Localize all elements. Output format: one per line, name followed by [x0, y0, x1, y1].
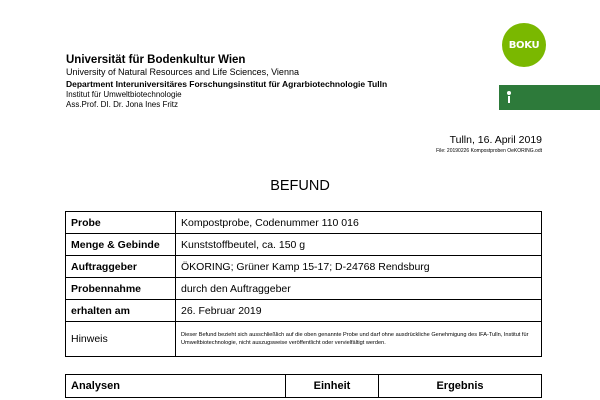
boku-logo: [499, 20, 600, 110]
row-value: 26. Februar 2019: [176, 300, 542, 322]
row-value: Kunststoffbeutel, ca. 150 g: [176, 234, 542, 256]
table-row: [66, 278, 542, 300]
boku-logo-text: BOKU: [508, 39, 540, 51]
row-value: Kompostprobe, Codenummer 110 016: [176, 212, 542, 234]
logo-green-bar: [499, 85, 600, 110]
table-row: [66, 322, 542, 357]
university-name-en: University of Natural Resources and Life Sciences, Vienna: [66, 67, 299, 77]
document-date: Tulln, 16. April 2019: [449, 134, 542, 146]
table-row: [66, 300, 542, 322]
institute-name: Institut für Umweltbiotechnologie: [66, 90, 182, 99]
contact-person: Ass.Prof. DI. Dr. Jona Ines Fritz: [66, 100, 179, 109]
department-name: Department Interuniversitäres Forschungsinstitut für Agrarbiotechnologie Tulln: [66, 79, 388, 89]
row-label: Hinweis: [66, 322, 176, 357]
column-header-analysen: Analysen: [66, 375, 286, 398]
row-value: durch den Auftraggeber: [176, 278, 542, 300]
info-mark-icon: [505, 91, 513, 103]
boku-logo-circle: [502, 23, 546, 67]
table-row: [66, 256, 542, 278]
letterhead: [66, 54, 387, 110]
analysis-header-row: [66, 375, 542, 398]
column-header-einheit: Einheit: [286, 375, 379, 398]
university-name: Universität für Bodenkultur Wien: [66, 54, 246, 66]
sample-info-table: [65, 211, 542, 357]
row-label: Probennahme: [66, 278, 176, 300]
row-label: erhalten am: [66, 300, 176, 322]
table-row: [66, 234, 542, 256]
row-label: Menge & Gebinde: [66, 234, 176, 256]
column-header-ergebnis: Ergebnis: [379, 375, 542, 398]
table-row: [66, 212, 542, 234]
row-label: Probe: [66, 212, 176, 234]
disclaimer-text: Dieser Befund bezieht sich ausschließlich auf die oben genannte Probe und darf ohne ausdrückliche Genehmigung des IFA-Tulln, Institut für Umweltbiotechnologie, nicht auszugsweise veröffentlicht oder vervielfältigt werden.: [176, 322, 542, 357]
document-title: BEFUND: [270, 178, 330, 194]
file-name: File: 20190226 Kompostproben OeKORING.odt: [436, 148, 542, 154]
row-value: ÖKORING; Grüner Kamp 15-17; D-24768 Rendsburg: [176, 256, 542, 278]
analysis-table: [65, 374, 542, 398]
row-label: Auftraggeber: [66, 256, 176, 278]
